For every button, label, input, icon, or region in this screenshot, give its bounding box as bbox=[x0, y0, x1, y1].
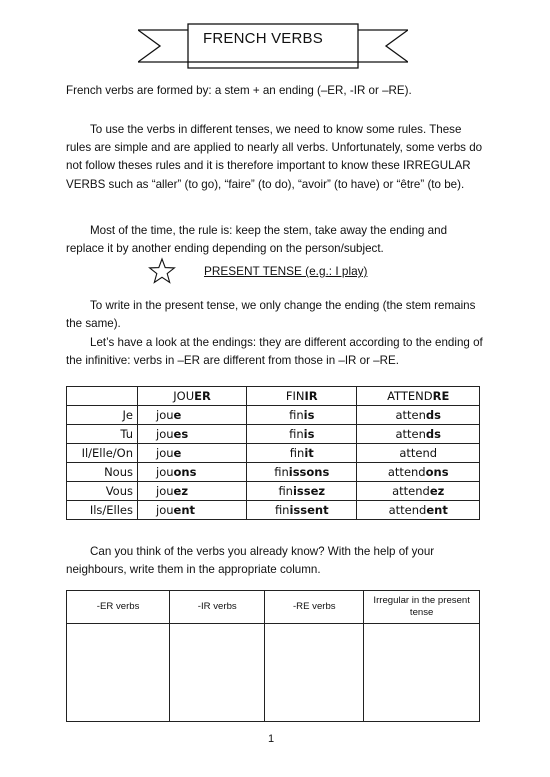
page-number: 1 bbox=[268, 733, 275, 745]
form-cell: finis bbox=[247, 406, 357, 425]
answer-cell-re[interactable] bbox=[265, 624, 364, 722]
form-cell: jouons bbox=[138, 463, 247, 482]
person-cell: Nous bbox=[67, 463, 138, 482]
answer-cell-irregular[interactable] bbox=[364, 624, 480, 722]
form-cell: joues bbox=[138, 425, 247, 444]
form-cell: jouez bbox=[138, 482, 247, 501]
header-irregular-verbs: Irregular in the present tense bbox=[364, 591, 480, 624]
conjugation-table bbox=[66, 386, 480, 520]
columns-header-row bbox=[67, 591, 480, 624]
answer-cell-er[interactable] bbox=[67, 624, 170, 722]
answer-cell-ir[interactable] bbox=[170, 624, 265, 722]
form-cell: finissent bbox=[247, 501, 357, 520]
header-ir-verbs: -IR verbs bbox=[170, 591, 265, 624]
empty-header-cell bbox=[67, 387, 138, 406]
present-tense-paragraph: To write in the present tense, we only change the ending (the stem remains the same). bbox=[66, 299, 476, 331]
header-jouer: JOUER bbox=[138, 387, 247, 406]
endings-paragraph: Let’s have a look at the endings: they are different according to the ending of the infinitive: verbs in –ER are different from those in –IR or –RE. bbox=[66, 336, 483, 368]
person-cell: Ils/Elles bbox=[67, 501, 138, 520]
header-re-verbs: -RE verbs bbox=[265, 591, 364, 624]
form-cell: jouent bbox=[138, 501, 247, 520]
form-cell: attends bbox=[357, 406, 480, 425]
conjugation-header-row bbox=[67, 387, 480, 406]
form-cell: attend bbox=[357, 444, 480, 463]
exercise-paragraph: Can you think of the verbs you already know? With the help of your neighbours, write them in the appropriate column. bbox=[66, 545, 435, 577]
header-attendre: ATTENDRE bbox=[357, 387, 480, 406]
intro-paragraph: French verbs are formed by: a stem + an ending (–ER, -IR or –RE). bbox=[66, 84, 412, 97]
person-cell: Il/Elle/On bbox=[67, 444, 138, 463]
table-row bbox=[67, 444, 480, 463]
table-row bbox=[67, 406, 480, 425]
form-cell: attendons bbox=[357, 463, 480, 482]
form-cell: finissons bbox=[247, 463, 357, 482]
form-cell: finis bbox=[247, 425, 357, 444]
present-tense-heading: PRESENT TENSE (e.g.: I play) bbox=[204, 264, 368, 278]
person-cell: Tu bbox=[67, 425, 138, 444]
page-title: FRENCH VERBS bbox=[203, 30, 323, 47]
person-cell: Je bbox=[67, 406, 138, 425]
table-row bbox=[67, 482, 480, 501]
form-cell: finit bbox=[247, 444, 357, 463]
table-row bbox=[67, 425, 480, 444]
rules-paragraph: To use the verbs in different tenses, we need to know some rules. These rules are simple and are applied to nearly all verbs. Unfortunately, some verbs do not follow theses rules and it is therefore important to know these IRREGULAR VERBS such as “aller” (to go), “faire” (to do), “avoir” (to have) or “être” (to be). bbox=[66, 123, 483, 191]
form-cell: finissez bbox=[247, 482, 357, 501]
form-cell: attendez bbox=[357, 482, 480, 501]
form-cell: attends bbox=[357, 425, 480, 444]
table-row bbox=[67, 463, 480, 482]
verb-columns-table bbox=[66, 590, 480, 722]
form-cell: joue bbox=[138, 444, 247, 463]
star-outline-icon bbox=[148, 257, 176, 285]
table-row bbox=[67, 501, 480, 520]
form-cell: attendent bbox=[357, 501, 480, 520]
columns-answer-row bbox=[67, 624, 480, 722]
person-cell: Vous bbox=[67, 482, 138, 501]
header-finir: FINIR bbox=[247, 387, 357, 406]
stem-rule-paragraph: Most of the time, the rule is: keep the stem, take away the ending and replace it by another ending depending on the person/subject. bbox=[66, 224, 448, 256]
header-er-verbs: -ER verbs bbox=[67, 591, 170, 624]
form-cell: joue bbox=[138, 406, 247, 425]
